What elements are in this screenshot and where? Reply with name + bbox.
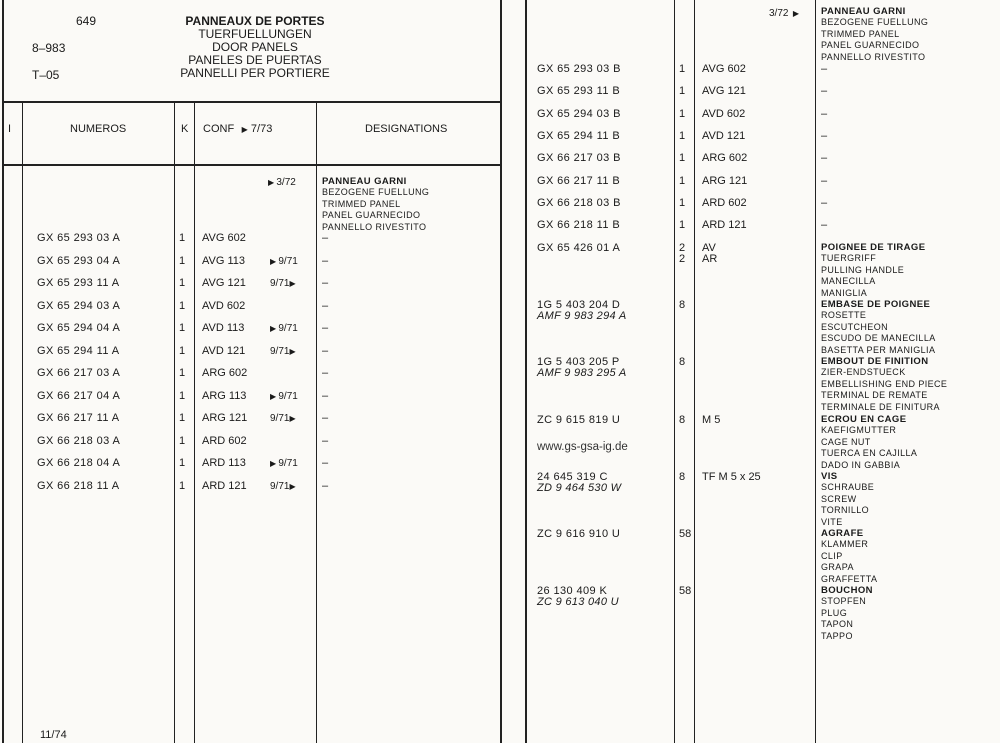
quantity: 1: [679, 107, 686, 120]
designation-dash: –: [322, 277, 329, 289]
configuration: AR: [702, 253, 718, 265]
quantity: 1: [679, 129, 686, 142]
effective-date: ▶ 9/71: [270, 390, 298, 402]
page-ref: 8–983: [32, 41, 66, 55]
triangle-right-icon: ▶: [237, 125, 248, 134]
designation-dash: –: [821, 107, 828, 120]
left-group-date: ▶ 3/72: [268, 177, 296, 188]
designation-translation: STOPFEN: [821, 596, 867, 607]
triangle-right-icon: ▶: [270, 324, 279, 333]
left-group-designation: PANNEAU GARNI BEZOGENE FUELLUNG TRIMMED PANEL PANEL GUARNECIDO PANNELLO RIVESTITO: [322, 176, 430, 232]
designation-dash: –: [322, 479, 329, 492]
configuration: ARG 121: [702, 174, 748, 187]
designation-translation: TUERGRIFF: [821, 253, 877, 264]
part-number: 24 645 319 C: [537, 471, 608, 483]
designation-translation: CLIP: [821, 550, 843, 561]
quantity: 1: [179, 367, 186, 379]
designation-title: VIS: [821, 471, 838, 482]
designation-translation: KLAMMER: [821, 539, 869, 550]
configuration: ARG 602: [202, 367, 248, 379]
part-number: GX 66 217 03 A: [37, 367, 121, 379]
quantity: 8: [679, 356, 686, 368]
part-number: GX 65 293 03 B: [537, 63, 621, 75]
effective-date: 9/71▶: [270, 413, 296, 424]
designation-translation: PLUG: [821, 607, 848, 618]
configuration: ARD 602: [702, 196, 747, 209]
designation-title: BOUCHON: [821, 585, 873, 596]
footer-date: 11/74: [40, 729, 67, 741]
configuration: ARD 121: [702, 219, 747, 232]
part-number: GX 66 218 11 B: [537, 219, 621, 232]
configuration: AVD 602: [702, 107, 746, 120]
effective-date: 9/71▶: [270, 345, 296, 357]
quantity: 1: [179, 277, 186, 289]
right-col-line-k: [674, 0, 675, 743]
designation-translation: CAGE NUT: [821, 436, 871, 447]
part-number: GX 65 294 11 A: [37, 344, 120, 357]
designation-dash: –: [821, 129, 828, 142]
designation-translation: DADO IN GABBIA: [821, 459, 901, 470]
part-number: GX 66 217 03 B: [537, 152, 621, 165]
designation-translation: ESCUDO DE MANECILLA: [821, 333, 936, 344]
page-t: T–05: [32, 68, 60, 82]
designation-dash: –: [821, 174, 828, 187]
configuration: AVD 121: [702, 129, 746, 142]
designation-translation: SCREW: [821, 493, 857, 504]
designation-translation: PULLING HANDLE: [821, 264, 905, 275]
quantity: 8: [679, 471, 686, 483]
effective-date: ▶ 9/71: [270, 458, 298, 469]
effective-date: 9/71▶: [270, 278, 296, 289]
col-header-k: K: [181, 123, 189, 135]
title-de: TUERFUELLUNGEN: [198, 27, 312, 41]
part-number: GX 65 294 04 A: [37, 322, 121, 334]
designation-translation: ESCUTCHEON: [821, 321, 889, 332]
designation-dash: –: [322, 367, 329, 379]
quantity: 1: [179, 479, 186, 492]
designation: [821, 585, 873, 642]
designation-title: AGRAFE: [821, 528, 864, 539]
designation-dash: –: [821, 85, 828, 98]
part-number: 1G 5 403 205 P: [537, 356, 620, 368]
quantity: 58: [679, 585, 692, 597]
designation-dash: –: [322, 389, 329, 402]
designation-translation: TUERCA EN CAJILLA: [821, 448, 918, 459]
col-header-conf-label: CONF: [203, 123, 235, 135]
configuration: M 5: [702, 414, 721, 426]
part-number: GX 65 293 03 A: [37, 232, 121, 244]
quantity: 1: [679, 85, 686, 98]
designation-translation: GRAPA: [821, 562, 854, 573]
designation: [821, 242, 925, 299]
configuration: AVD 602: [202, 299, 246, 312]
designation-dash: –: [821, 152, 828, 165]
configuration: AVG 121: [702, 85, 746, 98]
quantity: 1: [679, 196, 686, 209]
designation-dash: –: [322, 344, 329, 357]
part-number: GX 65 293 04 A: [37, 254, 121, 267]
designation-dash: –: [322, 457, 329, 469]
title-en: DOOR PANELS: [212, 40, 298, 54]
quantity: 1: [179, 322, 186, 334]
quantity: 1: [679, 152, 686, 165]
designation-dash: –: [821, 219, 828, 232]
quantity: 8: [679, 414, 686, 426]
configuration: AVD 113: [202, 322, 245, 334]
part-number: GX 66 218 11 A: [37, 479, 120, 492]
configuration: ARD 121: [202, 479, 247, 492]
quantity: 1: [179, 389, 186, 402]
triangle-right-icon: ▶: [289, 279, 296, 288]
right-col-line-conf: [694, 0, 695, 743]
triangle-right-icon: ▶: [289, 414, 296, 423]
right-page-border: [525, 0, 527, 743]
title-es: PANELES DE PUERTAS: [188, 53, 322, 67]
triangle-right-icon: ▶: [270, 256, 279, 266]
designation-title: POIGNEE DE TIRAGE: [821, 242, 926, 253]
designation-translation: TAPPO: [821, 630, 853, 641]
title-it: PANNELLI PER PORTIERE: [180, 66, 330, 80]
part-number: ZC 9 615 819 U: [537, 414, 621, 426]
configuration: AVG 602: [702, 63, 746, 75]
effective-date: ▶ 9/71: [270, 323, 298, 334]
quantity: 2: [679, 242, 686, 254]
page-code: 649: [76, 14, 97, 28]
quantity: 1: [179, 344, 186, 357]
designation-translation: MANIGLIA: [821, 287, 868, 298]
part-number: GX 66 217 11 A: [37, 412, 120, 424]
col-header-conf: [203, 123, 272, 135]
designation-title: ECROU EN CAGE: [821, 414, 907, 425]
quantity: 1: [179, 457, 186, 469]
designation-dash: –: [821, 63, 828, 75]
part-number: GX 65 294 03 A: [37, 299, 121, 312]
part-number: 26 130 409 K: [537, 585, 608, 597]
triangle-right-icon: ▶: [268, 178, 277, 187]
designation-translation: TERMINALE DE FINITURA: [821, 401, 940, 412]
quantity: 8: [679, 299, 686, 311]
designation-translation: VITE: [821, 516, 843, 527]
designation: [821, 356, 947, 413]
part-number: ZC 9 616 910 U: [537, 528, 621, 540]
watermark: www.gs-gsa-ig.de: [537, 441, 628, 453]
part-number: GX 66 218 03 A: [37, 434, 121, 447]
triangle-right-icon: ▶: [289, 481, 296, 491]
designation: [821, 414, 917, 471]
configuration: ARD 602: [202, 434, 247, 447]
alt-part-number: ZD 9 464 530 W: [537, 482, 622, 494]
configuration: ARG 602: [702, 152, 748, 165]
quantity: 58: [679, 528, 692, 540]
part-number: GX 65 294 11 B: [537, 129, 621, 142]
part-number: GX 65 293 11 B: [537, 85, 621, 98]
designation-translation: ROSETTE: [821, 310, 867, 321]
effective-date: 9/71▶: [270, 480, 296, 492]
designation: [821, 471, 874, 528]
left-page-right-border: [500, 0, 502, 743]
quantity: 1: [179, 434, 186, 447]
designation-dash: –: [322, 322, 329, 334]
configuration: AVG 113: [202, 254, 246, 267]
part-number: GX 65 426 01 A: [537, 242, 621, 254]
configuration: ARG 121: [202, 412, 248, 424]
col-header-i: I: [8, 123, 12, 135]
part-number: GX 66 218 04 A: [37, 457, 121, 469]
designation-dash: –: [322, 434, 329, 447]
designation-translation: GRAFFETTA: [821, 573, 878, 584]
right-group-designation: PANNEAU GARNI BEZOGENE FUELLUNG TRIMMED PANEL PANEL GUARNECIDO PANNELLO RIVESTITO: [821, 6, 929, 62]
designation-title: EMBOUT DE FINITION: [821, 356, 929, 367]
designation: [821, 299, 936, 356]
col-header-designations: DESIGNATIONS: [365, 123, 448, 135]
col-header-numeros: NUMEROS: [70, 123, 127, 135]
configuration: AVG 602: [202, 232, 246, 244]
designation-translation: TERMINAL DE REMATE: [821, 390, 928, 401]
col-line-desig: [316, 101, 317, 743]
left-page-border: [2, 0, 4, 743]
header-divider: [2, 101, 501, 103]
triangle-right-icon: ▶: [270, 391, 279, 401]
col-line-k: [174, 101, 175, 743]
alt-part-number: ZC 9 613 040 U: [537, 596, 619, 608]
designation-dash: –: [322, 232, 329, 244]
alt-part-number: AMF 9 983 294 A: [537, 310, 627, 322]
designation-translation: KAEFIGMUTTER: [821, 425, 897, 436]
alt-part-number: AMF 9 983 295 A: [537, 367, 627, 379]
designation-dash: –: [322, 299, 329, 312]
designation-translation: MANECILLA: [821, 276, 876, 287]
designation-translation: TORNILLO: [821, 505, 870, 516]
col-line-conf: [194, 101, 195, 743]
right-group-date: 3/72 ▶: [769, 8, 800, 19]
designation-translation: ZIER-ENDSTUECK: [821, 367, 906, 378]
configuration: AVD 121: [202, 344, 246, 357]
quantity: 1: [179, 299, 186, 312]
designation-dash: –: [322, 412, 329, 424]
designation-translation: EMBELLISHING END PIECE: [821, 378, 948, 389]
triangle-right-icon: ▶: [289, 346, 296, 356]
configuration: AV: [702, 242, 716, 254]
part-number: 1G 5 403 204 D: [537, 299, 621, 311]
part-number: GX 65 294 03 B: [537, 107, 621, 120]
designation-translation: SCHRAUBE: [821, 482, 875, 493]
quantity: 1: [679, 219, 686, 232]
part-number: GX 65 293 11 A: [37, 277, 120, 289]
quantity: 1: [179, 254, 186, 267]
configuration: ARD 113: [202, 457, 246, 469]
quantity: 2: [679, 253, 686, 265]
col-header-conf-date: 7/73: [250, 123, 273, 135]
designation-dash: –: [322, 254, 329, 267]
configuration: TF M 5 x 25: [702, 471, 761, 483]
designation-title: EMBASE DE POIGNEE: [821, 299, 931, 310]
part-number: GX 66 217 04 A: [37, 389, 121, 402]
designation: [821, 528, 877, 585]
designation-dash: –: [821, 196, 828, 209]
part-number: GX 66 217 11 B: [537, 174, 621, 187]
configuration: AVG 121: [202, 277, 246, 289]
designation-translation: BASETTA PER MANIGLIA: [821, 344, 936, 355]
quantity: 1: [179, 232, 186, 244]
configuration: ARG 113: [202, 389, 247, 402]
col-line-i: [22, 101, 23, 743]
quantity: 1: [679, 174, 686, 187]
right-col-line-desig: [815, 0, 816, 743]
triangle-right-icon: ▶: [270, 459, 279, 468]
quantity: 1: [679, 63, 686, 75]
part-number: GX 66 218 03 B: [537, 196, 621, 209]
designation-translation: TAPON: [821, 619, 854, 630]
title-fr: PANNEAUX DE PORTES: [185, 14, 325, 28]
effective-date: ▶ 9/71: [270, 255, 298, 267]
header-titles: [140, 15, 370, 80]
quantity: 1: [179, 412, 186, 424]
column-header-divider: [2, 164, 501, 166]
triangle-right-icon: ▶: [788, 9, 800, 18]
